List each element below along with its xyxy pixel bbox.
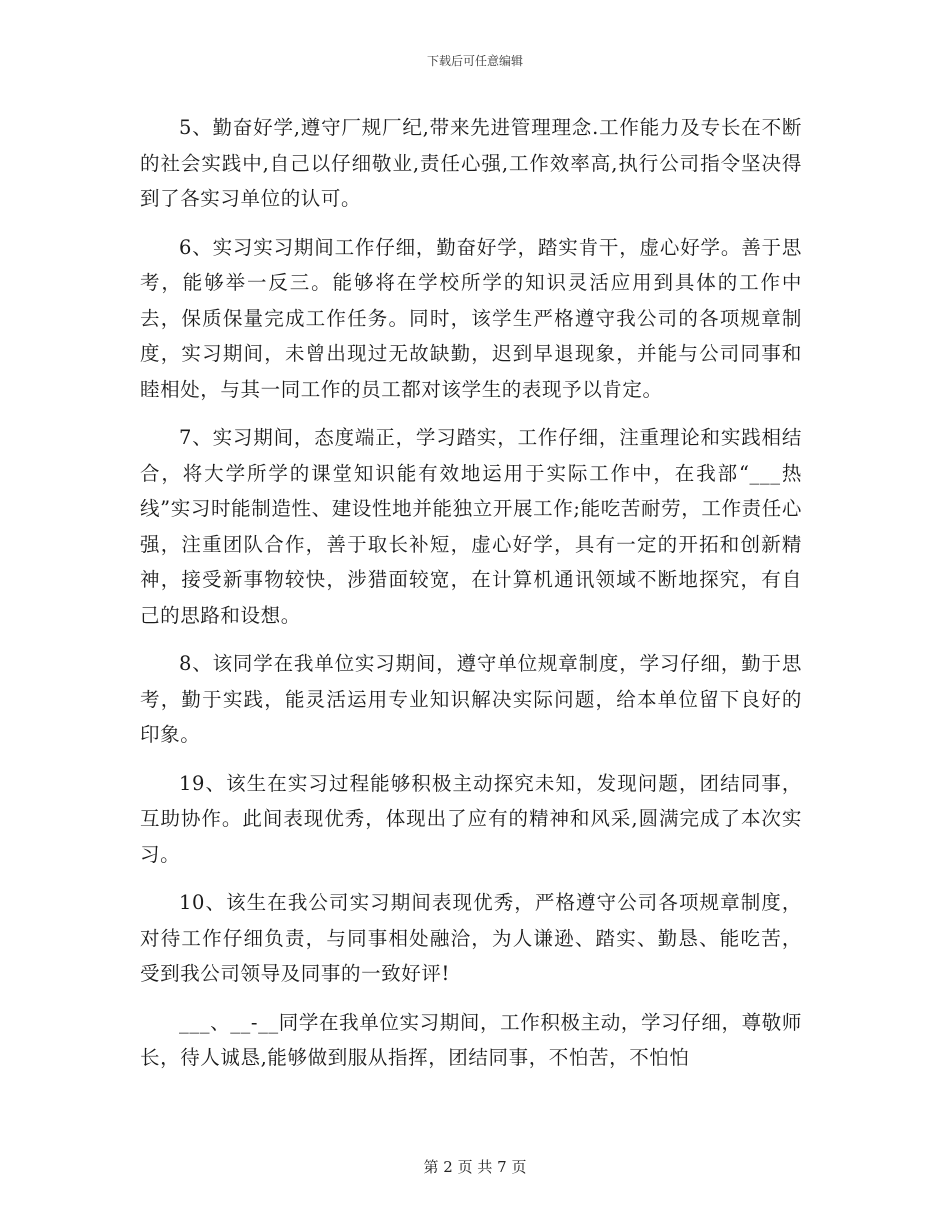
paragraph-7: 7、实习期间，态度端正，学习踏实，工作仔细，注重理论和实践相结合，将大学所学的课堂知识能有效地运用于实际工作中，在我部“___热线”实习时能制造性、建设性地并能独立开展工作;能吃苦耐劳，工作责任心强，注重团队合作，善于取长补短，虚心好学，具有一定的开拓和创新精神，接受新事物较快，涉猎面较宽，在计算机通讯领域不断地探究，有自己的思路和设想。 — [140, 426, 802, 627]
paragraph-5: 5、勤奋好学,遵守厂规厂纪,带来先进管理理念.工作能力及专长在不断的社会实践中,自己以仔细敬业,责任心强,工作效率高,执行公司指令坚决得到了各实习单位的认可。 — [140, 116, 802, 210]
document-body — [140, 110, 802, 1089]
paragraph-blank: ___、__-__同学在我单位实习期间，工作积极主动，学习仔细，尊敬师长，待人诚恳,能够做到服从指挥，团结同事，不怕苦，不怕怕 — [140, 1010, 802, 1069]
page-number: 第 2 页 共 7 页 — [423, 1158, 527, 1176]
paragraph-10: 10、该生在我公司实习期间表现优秀，严格遵守公司各项规章制度，对待工作仔细负责，与同事相处融洽，为人谦逊、踏实、勤恳、能吃苦，受到我公司领导及同事的一致好评! — [140, 891, 802, 985]
paragraph-19: 19、该生在实习过程能够积极主动探究未知，发现问题，团结同事，互助协作。此间表现优秀，体现出了应有的精神和风采,圆满完成了本次实习。 — [140, 771, 802, 866]
paragraph-6: 6、实习实习期间工作仔细，勤奋好学，踏实肯干，虚心好学。善于思考，能够举一反三。能够将在学校所学的知识灵活应用到具体的工作中去，保质保量完成工作任务。同时，该学生严格遵守我公司的各项规章制度，实习期间，未曾出现过无故缺勤，迟到早退现象，并能与公司同事和睦相处，与其一同工作的员工都对该学生的表现予以肯定。 — [140, 235, 802, 401]
paragraph-8: 8、该同学在我单位实习期间，遵守单位规章制度，学习仔细，勤于思考，勤于实践，能灵活运用专业知识解决实际问题，给本单位留下良好的印象。 — [140, 652, 802, 746]
page-header: 下载后可任意编辑 — [426, 54, 523, 68]
